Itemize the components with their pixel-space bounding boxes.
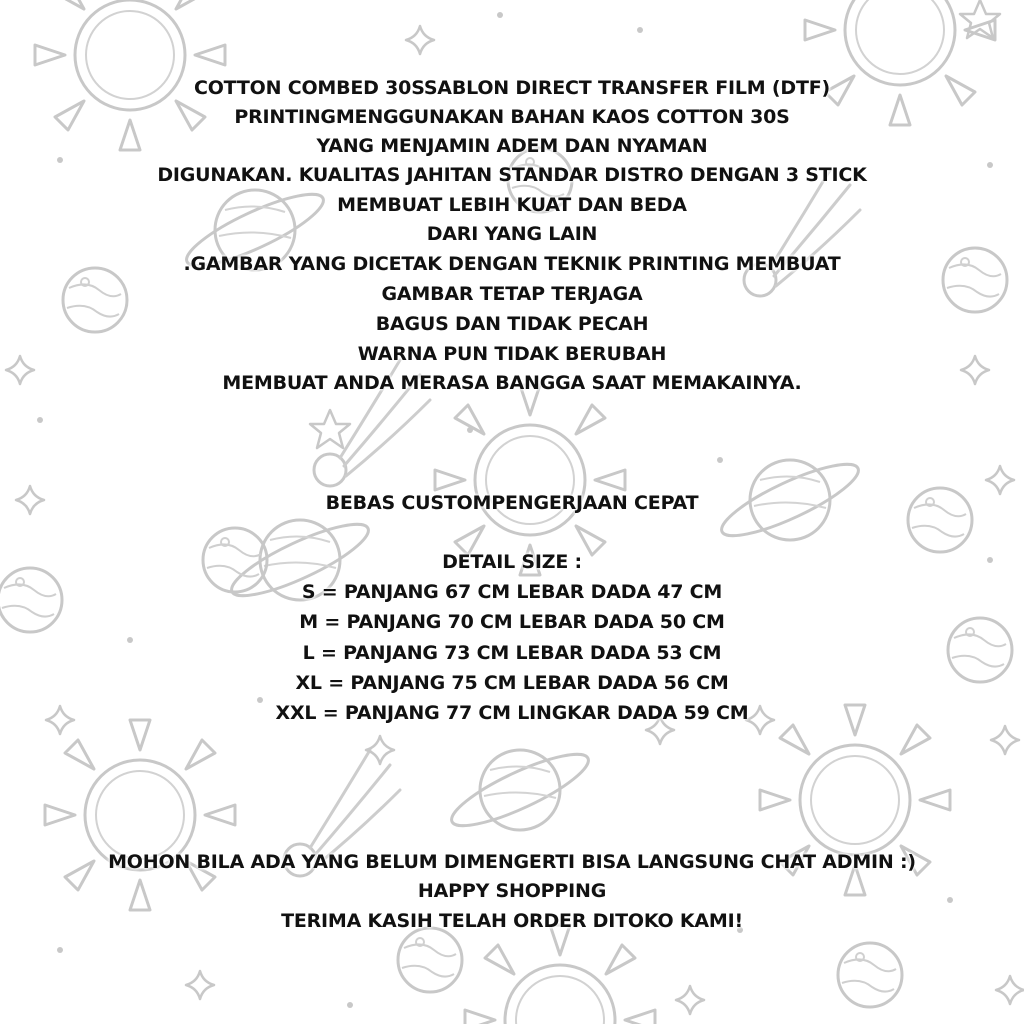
description-line: PRINTINGMENGGUNAKAN BAHAN KAOS COTTON 30S [234, 106, 790, 128]
size-title: DETAIL SIZE : [442, 551, 582, 573]
description-line: MEMBUAT ANDA MERASA BANGGA SAAT MEMAKAINYA. [222, 372, 802, 394]
size-row-l: L = PANJANG 73 CM LEBAR DADA 53 CM [302, 642, 722, 664]
custom-line: BEBAS CUSTOMPENGERJAAN CEPAT [325, 492, 699, 514]
description-line: .GAMBAR YANG DICETAK DENGAN TEKNIK PRINTING MEMBUAT [183, 253, 841, 275]
description-line: GAMBAR TETAP TERJAGA [381, 283, 643, 305]
size-row-m: M = PANJANG 70 CM LEBAR DADA 50 CM [299, 611, 725, 633]
description-line: BAGUS DAN TIDAK PECAH [375, 313, 649, 335]
description-line: YANG MENJAMIN ADEM DAN NYAMAN [316, 135, 708, 157]
size-row-xxl: XXL = PANJANG 77 CM LINGKAR DADA 59 CM [275, 702, 749, 724]
description-line: DIGUNAKAN. KUALITAS JAHITAN STANDAR DISTRO DENGAN 3 STICK [157, 164, 867, 186]
closing-line-thanks: TERIMA KASIH TELAH ORDER DITOKO KAMI! [281, 910, 743, 932]
size-row-xl: XL = PANJANG 75 CM LEBAR DADA 56 CM [295, 672, 729, 694]
description-line: DARI YANG LAIN [426, 223, 598, 245]
closing-line-contact: MOHON BILA ADA YANG BELUM DIMENGERTI BISA LANGSUNG CHAT ADMIN :) [108, 851, 916, 873]
description-line: WARNA PUN TIDAK BERUBAH [357, 343, 667, 365]
description-line: COTTON COMBED 30SSABLON DIRECT TRANSFER FILM (DTF) [193, 77, 831, 99]
description-line: MEMBUAT LEBIH KUAT DAN BEDA [337, 194, 687, 216]
size-row-s: S = PANJANG 67 CM LEBAR DADA 47 CM [301, 581, 723, 603]
closing-line-happy: HAPPY SHOPPING [417, 880, 607, 902]
